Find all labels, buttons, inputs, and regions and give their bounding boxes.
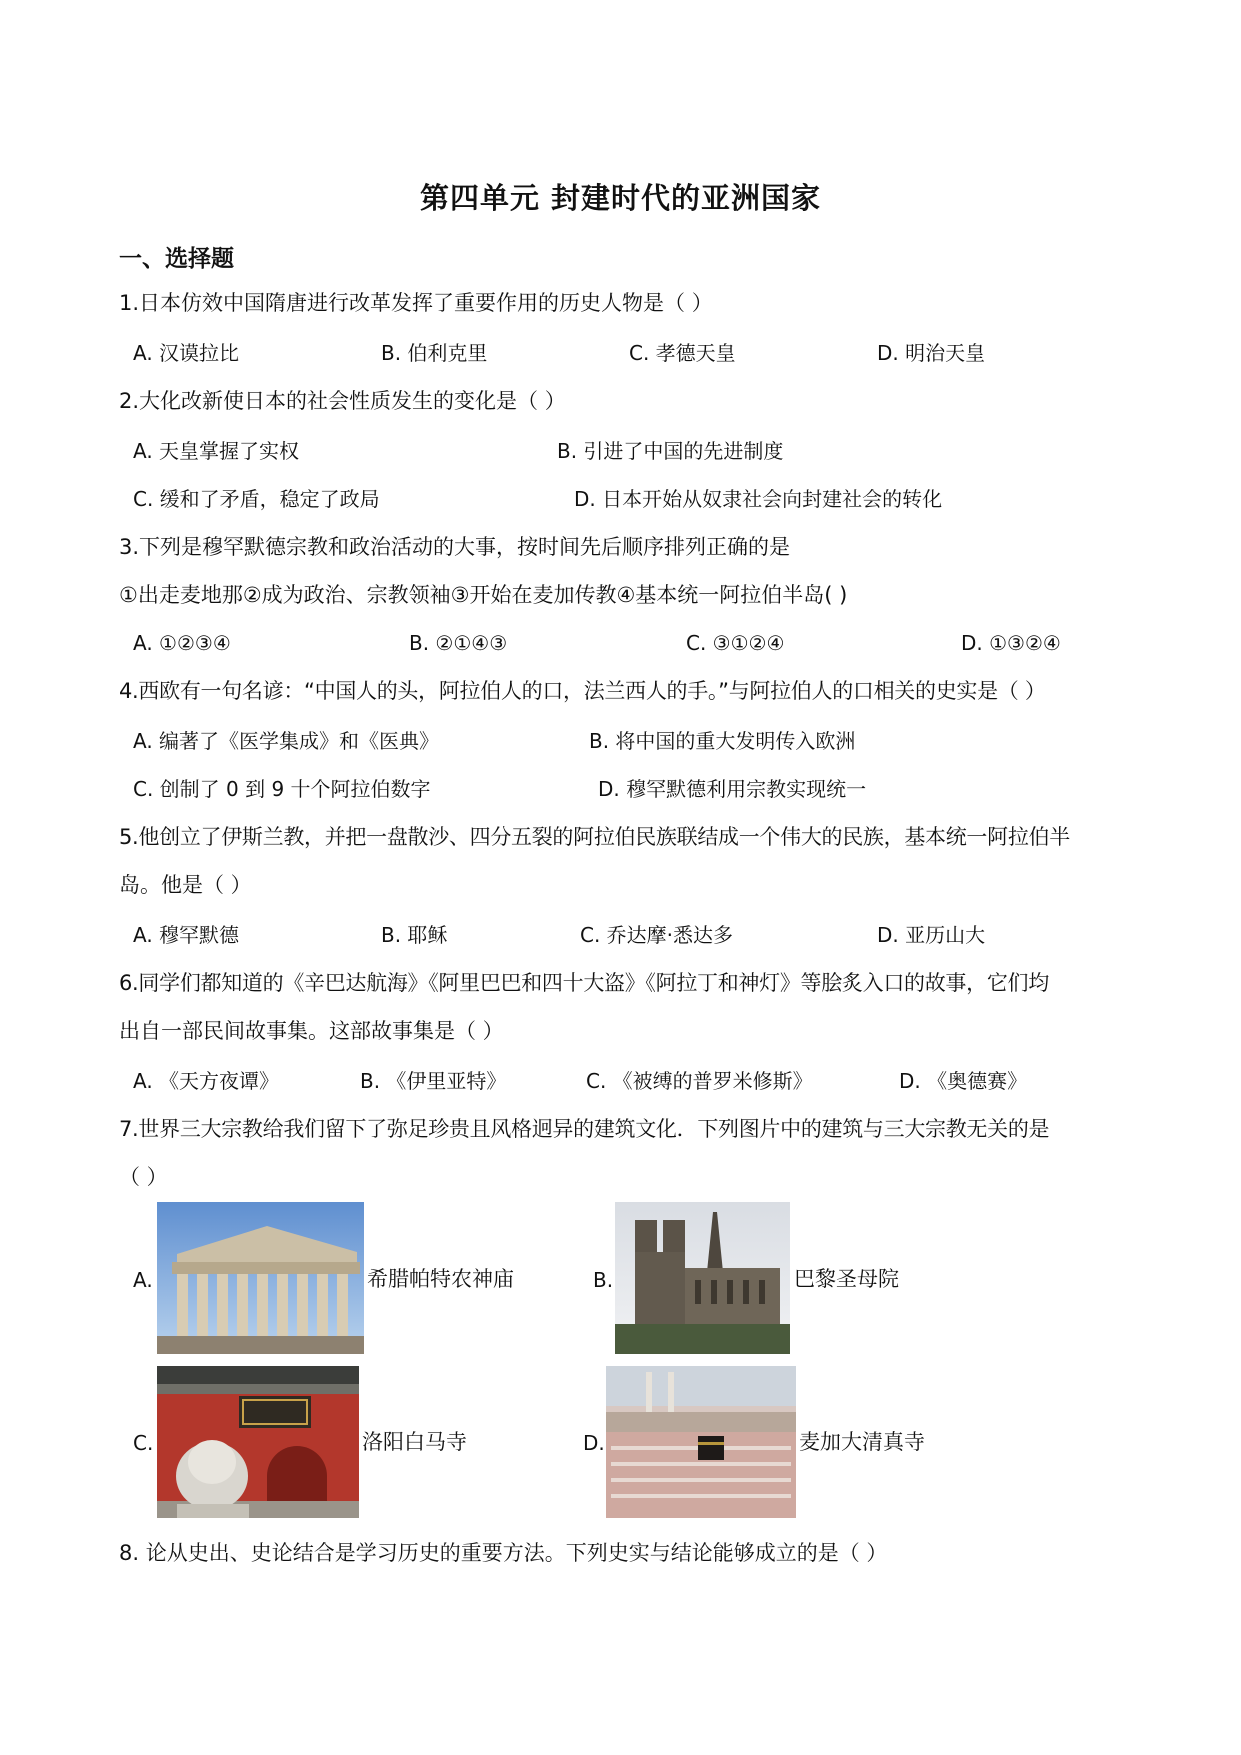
question-3-option-c: C. ③①②④: [686, 631, 785, 655]
question-1-option-a: A. 汉谟拉比: [133, 341, 240, 365]
notre-dame-image: [615, 1202, 790, 1354]
question-7-option-b-caption: 巴黎圣母院: [794, 1267, 899, 1291]
question-4-option-b: B. 将中国的重大发明传入欧洲: [589, 729, 856, 753]
question-6-option-d: D. 《奥德赛》: [899, 1069, 1028, 1093]
question-8-stem: 8. 论从史出、史论结合是学习历史的重要方法。下列史实与结论能够成立的是（ ）: [119, 1541, 888, 1565]
section-heading: 一、选择题: [119, 246, 234, 272]
question-6-option-a: A. 《天方夜谭》: [133, 1069, 280, 1093]
question-3-stem-events: ①出走麦地那②成为政治、宗教领袖③开始在麦加传教④基本统一阿拉伯半岛( ): [119, 583, 848, 607]
question-6-option-b: B. 《伊里亚特》: [360, 1069, 507, 1093]
question-5-option-a: A. 穆罕默德: [133, 923, 240, 947]
question-7-option-d-caption: 麦加大清真寺: [799, 1430, 925, 1454]
question-5-option-c: C. 乔达摩·悉达多: [580, 923, 734, 947]
question-3-option-a: A. ①②③④: [133, 631, 231, 655]
question-5-option-b: B. 耶稣: [381, 923, 448, 947]
question-7-option-c-caption: 洛阳白马寺: [362, 1430, 467, 1454]
question-4-option-c: C. 创制了 0 到 9 十个阿拉伯数字: [133, 777, 431, 801]
question-2-stem: 2.大化改新使日本的社会性质发生的变化是（ ）: [119, 389, 566, 413]
question-3-stem: 3.下列是穆罕默德宗教和政治活动的大事，按时间先后顺序排列正确的是: [119, 535, 791, 559]
question-2-option-d: D. 日本开始从奴隶社会向封建社会的转化: [574, 487, 943, 511]
question-5-stem: 5.他创立了伊斯兰教，并把一盘散沙、四分五裂的阿拉伯民族联结成一个伟大的民族，基本统一阿拉伯半: [119, 825, 1070, 849]
question-2-option-c: C. 缓和了矛盾，稳定了政局: [133, 487, 380, 511]
question-3-option-b: B. ②①④③: [409, 631, 508, 655]
question-4-option-a: A. 编著了《医学集成》和《医典》: [133, 729, 440, 753]
question-2-option-a: A. 天皇掌握了实权: [133, 439, 300, 463]
question-7-stem: 7.世界三大宗教给我们留下了弥足珍贵且风格迥异的建筑文化．下列图片中的建筑与三大宗教无关的是: [119, 1117, 1050, 1141]
question-6-stem: 6.同学们都知道的《辛巴达航海》《阿里巴巴和四十大盗》《阿拉丁和神灯》等脍炙入口的故事，它们均: [119, 971, 1049, 995]
question-3-option-d: D. ①③②④: [961, 631, 1061, 655]
question-1-option-b: B. 伯利克里: [381, 341, 488, 365]
question-1-option-d: D. 明治天皇: [877, 341, 986, 365]
question-7-option-d-letter: D.: [583, 1431, 605, 1455]
question-6-stem-cont: 出自一部民间故事集。这部故事集是（ ）: [119, 1019, 504, 1043]
white-horse-temple-image: [157, 1366, 359, 1518]
page-title: 第四单元 封建时代的亚洲国家: [419, 181, 822, 215]
mecca-mosque-image: [606, 1366, 796, 1518]
question-5-option-d: D. 亚历山大: [877, 923, 986, 947]
question-6-option-c: C. 《被缚的普罗米修斯》: [586, 1069, 813, 1093]
question-7-option-c-letter: C.: [133, 1431, 154, 1455]
question-5-stem-cont: 岛。他是（ ）: [119, 873, 252, 897]
question-1-option-c: C. 孝德天皇: [629, 341, 736, 365]
question-7-stem-cont: （ ）: [119, 1165, 168, 1189]
parthenon-image: [157, 1202, 364, 1354]
question-2-option-b: B. 引进了中国的先进制度: [557, 439, 784, 463]
question-1-stem: 1.日本仿效中国隋唐进行改革发挥了重要作用的历史人物是（ ）: [119, 291, 713, 315]
question-7-option-a-letter: A.: [133, 1268, 153, 1292]
question-4-option-d: D. 穆罕默德利用宗教实现统一: [598, 777, 867, 801]
question-4-stem: 4.西欧有一句名谚：“中国人的头，阿拉伯人的口，法兰西人的手。”与阿拉伯人的口相关的史实是（ ）: [119, 679, 1046, 703]
question-7-option-a-caption: 希腊帕特农神庙: [367, 1267, 514, 1291]
question-7-option-b-letter: B.: [593, 1268, 614, 1292]
